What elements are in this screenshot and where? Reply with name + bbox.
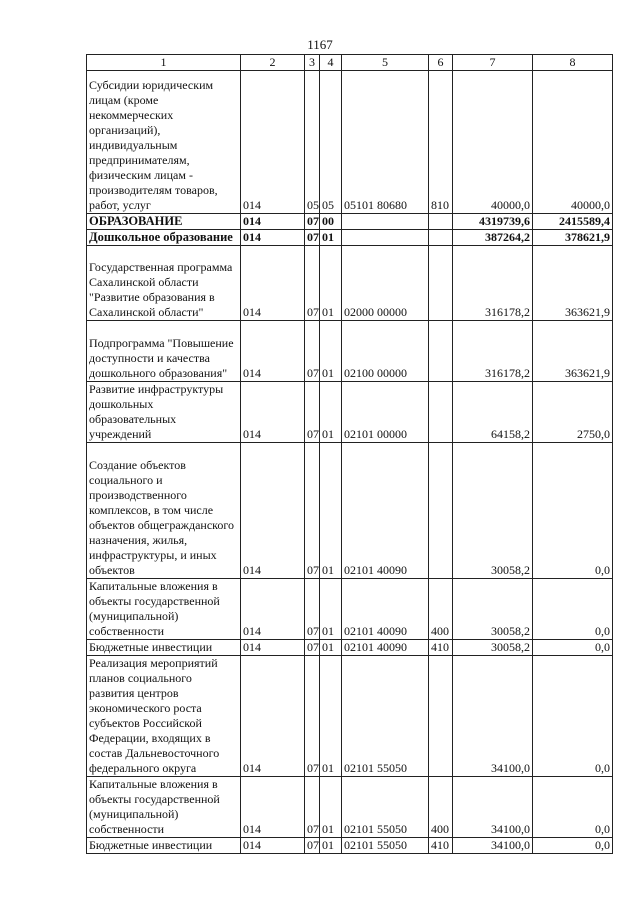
- table-header-row: [87, 55, 613, 71]
- row-name-cell: Бюджетные инвестиции: [87, 640, 241, 656]
- target-article-cell: 02101 55050: [342, 777, 429, 838]
- target-article-cell: 05101 80680: [342, 71, 429, 214]
- section-code-cell: 07: [305, 640, 320, 656]
- target-article-cell: 02101 55050: [342, 838, 429, 854]
- table-row: [87, 656, 613, 777]
- subsection-code-cell: 00: [320, 214, 342, 230]
- target-article-cell: 02000 00000: [342, 246, 429, 321]
- section-code-cell: 07: [305, 579, 320, 640]
- amount-col8-cell: 0,0: [533, 579, 613, 640]
- column-header: 3: [305, 55, 320, 71]
- subsection-code-cell: 01: [320, 246, 342, 321]
- expense-type-cell: 400: [429, 579, 453, 640]
- column-header: 5: [342, 55, 429, 71]
- column-header: 1: [87, 55, 241, 71]
- table-row: [87, 443, 613, 579]
- target-article-cell: [342, 214, 429, 230]
- expense-type-cell: 410: [429, 838, 453, 854]
- row-name-cell: Капитальные вложения в объекты государственной (муниципальной) собственности: [87, 777, 241, 838]
- row-name-cell: Капитальные вложения в объекты государственной (муниципальной) собственности: [87, 579, 241, 640]
- table-row: [87, 321, 613, 382]
- column-header: 2: [241, 55, 305, 71]
- expense-type-cell: [429, 382, 453, 443]
- subsection-code-cell: 01: [320, 321, 342, 382]
- target-article-cell: 02101 00000: [342, 382, 429, 443]
- ministry-code-cell: 014: [241, 71, 305, 214]
- column-header: 8: [533, 55, 613, 71]
- table-row: [87, 838, 613, 854]
- target-article-cell: 02101 40090: [342, 640, 429, 656]
- ministry-code-cell: 014: [241, 321, 305, 382]
- column-header: 6: [429, 55, 453, 71]
- ministry-code-cell: 014: [241, 230, 305, 246]
- section-code-cell: 07: [305, 443, 320, 579]
- amount-col8-cell: 40000,0: [533, 71, 613, 214]
- section-code-cell: 07: [305, 321, 320, 382]
- section-code-cell: 07: [305, 838, 320, 854]
- amount-col7-cell: 34100,0: [453, 777, 533, 838]
- section-code-cell: 07: [305, 230, 320, 246]
- ministry-code-cell: 014: [241, 777, 305, 838]
- column-header: 4: [320, 55, 342, 71]
- expense-type-cell: [429, 656, 453, 777]
- row-name-cell: Развитие инфраструктуры дошкольных образовательных учреждений: [87, 382, 241, 443]
- table-row: [87, 777, 613, 838]
- ministry-code-cell: 014: [241, 656, 305, 777]
- section-code-cell: 05: [305, 71, 320, 214]
- row-name-cell: Дошкольное образование: [87, 230, 241, 246]
- table-row: [87, 71, 613, 214]
- row-name-cell: ОБРАЗОВАНИЕ: [87, 214, 241, 230]
- ministry-code-cell: 014: [241, 579, 305, 640]
- amount-col8-cell: 378621,9: [533, 230, 613, 246]
- section-code-cell: 07: [305, 246, 320, 321]
- subsection-code-cell: 05: [320, 71, 342, 214]
- amount-col7-cell: 30058,2: [453, 579, 533, 640]
- row-name-cell: Реализация мероприятий планов социального развития центров экономического роста субъектов Российской Федерации, входящих в состав Дальневосточного федерального округа: [87, 656, 241, 777]
- row-name-cell: Субсидии юридическим лицам (кроме некоммерческих организаций), индивидуальным предпринимателям, физическим лицам - производителям товаров, работ, услуг: [87, 71, 241, 214]
- amount-col7-cell: 34100,0: [453, 656, 533, 777]
- amount-col8-cell: 0,0: [533, 656, 613, 777]
- amount-col7-cell: 40000,0: [453, 71, 533, 214]
- amount-col7-cell: 387264,2: [453, 230, 533, 246]
- amount-col8-cell: 2415589,4: [533, 214, 613, 230]
- subsection-code-cell: 01: [320, 838, 342, 854]
- table-row: [87, 640, 613, 656]
- subsection-code-cell: 01: [320, 777, 342, 838]
- section-code-cell: 07: [305, 382, 320, 443]
- ministry-code-cell: 014: [241, 246, 305, 321]
- expense-type-cell: 810: [429, 71, 453, 214]
- amount-col8-cell: 0,0: [533, 640, 613, 656]
- section-code-cell: 07: [305, 656, 320, 777]
- expense-type-cell: [429, 214, 453, 230]
- subsection-code-cell: 01: [320, 656, 342, 777]
- amount-col7-cell: 64158,2: [453, 382, 533, 443]
- expense-type-cell: [429, 321, 453, 382]
- expense-type-cell: [429, 230, 453, 246]
- subsection-code-cell: 01: [320, 382, 342, 443]
- target-article-cell: 02101 40090: [342, 443, 429, 579]
- row-name-cell: Бюджетные инвестиции: [87, 838, 241, 854]
- subsection-code-cell: 01: [320, 579, 342, 640]
- target-article-cell: 02101 55050: [342, 656, 429, 777]
- table-row: [87, 214, 613, 230]
- ministry-code-cell: 014: [241, 214, 305, 230]
- amount-col7-cell: 316178,2: [453, 321, 533, 382]
- target-article-cell: 02100 00000: [342, 321, 429, 382]
- table-row: [87, 579, 613, 640]
- amount-col7-cell: 316178,2: [453, 246, 533, 321]
- expense-type-cell: 400: [429, 777, 453, 838]
- row-name-cell: Государственная программа Сахалинской области "Развитие образования в Сахалинской области": [87, 246, 241, 321]
- amount-col8-cell: 363621,9: [533, 321, 613, 382]
- column-header: 7: [453, 55, 533, 71]
- expense-type-cell: [429, 443, 453, 579]
- amount-col8-cell: 363621,9: [533, 246, 613, 321]
- target-article-cell: 02101 40090: [342, 579, 429, 640]
- ministry-code-cell: 014: [241, 640, 305, 656]
- amount-col8-cell: 0,0: [533, 777, 613, 838]
- ministry-code-cell: 014: [241, 382, 305, 443]
- subsection-code-cell: 01: [320, 230, 342, 246]
- table-row: [87, 230, 613, 246]
- row-name-cell: Подпрограмма "Повышение доступности и качества дошкольного образования": [87, 321, 241, 382]
- amount-col7-cell: 30058,2: [453, 443, 533, 579]
- amount-col8-cell: 2750,0: [533, 382, 613, 443]
- table-row: [87, 382, 613, 443]
- page-number: 1167: [307, 37, 333, 52]
- amount-col8-cell: 0,0: [533, 838, 613, 854]
- expense-type-cell: [429, 246, 453, 321]
- amount-col8-cell: 0,0: [533, 443, 613, 579]
- subsection-code-cell: 01: [320, 640, 342, 656]
- target-article-cell: [342, 230, 429, 246]
- budget-table: [86, 54, 613, 854]
- expense-type-cell: 410: [429, 640, 453, 656]
- amount-col7-cell: 30058,2: [453, 640, 533, 656]
- subsection-code-cell: 01: [320, 443, 342, 579]
- table-row: [87, 246, 613, 321]
- row-name-cell: Создание объектов социального и производственного комплексов, в том числе объектов общегражданского назначения, жилья, инфраструктуры, и иных объектов: [87, 443, 241, 579]
- amount-col7-cell: 4319739,6: [453, 214, 533, 230]
- section-code-cell: 07: [305, 214, 320, 230]
- ministry-code-cell: 014: [241, 443, 305, 579]
- ministry-code-cell: 014: [241, 838, 305, 854]
- section-code-cell: 07: [305, 777, 320, 838]
- amount-col7-cell: 34100,0: [453, 838, 533, 854]
